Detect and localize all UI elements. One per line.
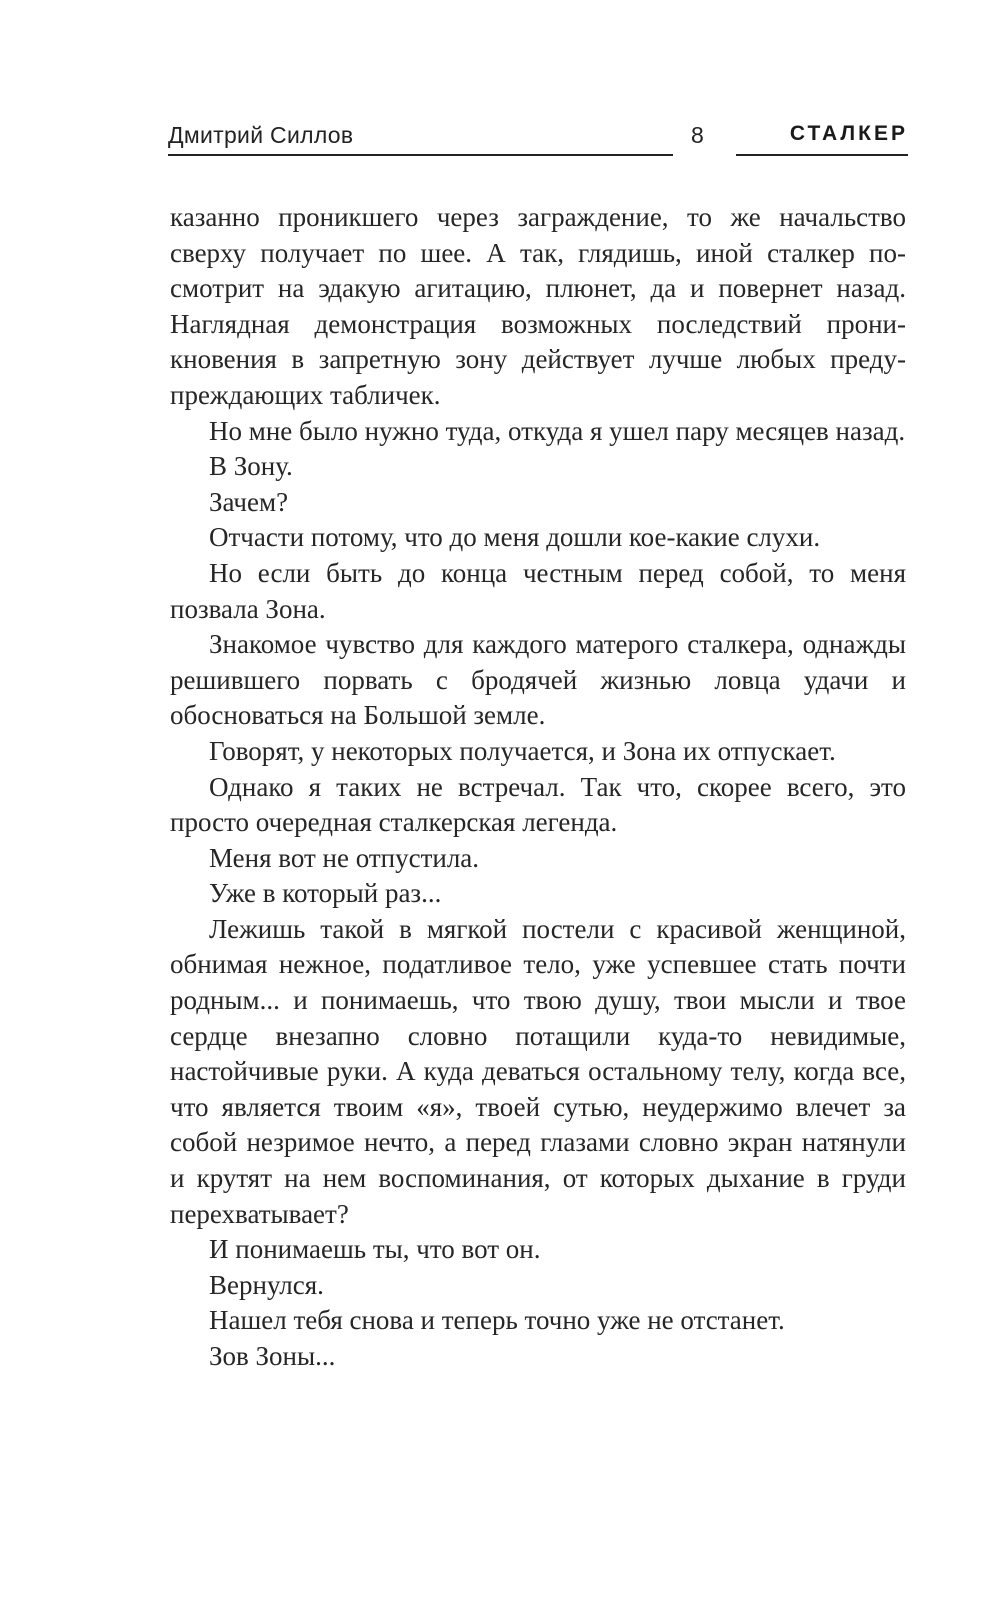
running-head (168, 118, 908, 160)
running-head-author: Дмитрий Силлов (168, 122, 354, 148)
paragraph: Уже в который раз... (209, 878, 442, 909)
paragraph: И понимаешь ты, что вот он. (209, 1234, 541, 1265)
paragraph: Нашел тебя снова и теперь точно уже не отстанет. (209, 1305, 785, 1336)
paragraph: Но мне было нужно туда, откуда я ушел пару месяцев назад. (209, 415, 906, 446)
header-rule-left (168, 154, 673, 156)
page-number: 8 (691, 122, 704, 148)
paragraph: Говорят, у некоторых получается, и Зона их отпускает. (209, 735, 836, 766)
paragraph: В Зону. (209, 451, 293, 482)
paragraph: Лежишь такой в мягкой постели с красивой женщиной, обнимая нежное, податливое тело, уже успевшее стать почти родным... и понимаешь, что твою душу, твои мысли и твое сердце внезапно словно потащили куда-то невидимые, настойчивые руки. А куда деваться остальному телу, когда все, что является твоим «я», твоей сутью, неудержимо влечет за собой незримое нечто, а перед глазами словно экран натянули и крутят на нем воспоминания, от которых дыхание в груди перехватывает? (170, 913, 906, 1229)
paragraph: Знакомое чувство для каждого матерого сталкера, однажды решившего порвать с бродячей жизнью ловца удачи и обосноваться на Большой земле. (170, 629, 906, 731)
paragraph: Зов Зоны... (209, 1341, 336, 1371)
paragraph: Зачем? (209, 486, 289, 517)
running-head-book-title: СТАЛКЕР (789, 122, 908, 145)
paragraph: Вернулся. (209, 1269, 324, 1300)
header-rule-right (736, 154, 908, 156)
paragraph-continuation: казанно проникшего через заграждение, то же начальство сверху получает по шее. А так, глядишь, иной сталкер посмотрит на эдакую агитацию, плюнет, да и повернет назад. Наглядная демонстрация возможных последствий проникновения в запретную зону действует лучше любых предупреждающих табличек. (170, 202, 906, 410)
page-body-text (170, 200, 906, 1375)
paragraph: Отчасти потому, что до меня дошли кое-какие слухи. (209, 522, 821, 553)
paragraph: Меня вот не отпустила. (209, 842, 480, 873)
paragraph: Но если быть до конца честным перед собой, то меня позвала Зона. (170, 557, 906, 624)
paragraph: Однако я таких не встречал. Так что, скорее всего, это просто очередная сталкерская легенда. (170, 771, 906, 838)
